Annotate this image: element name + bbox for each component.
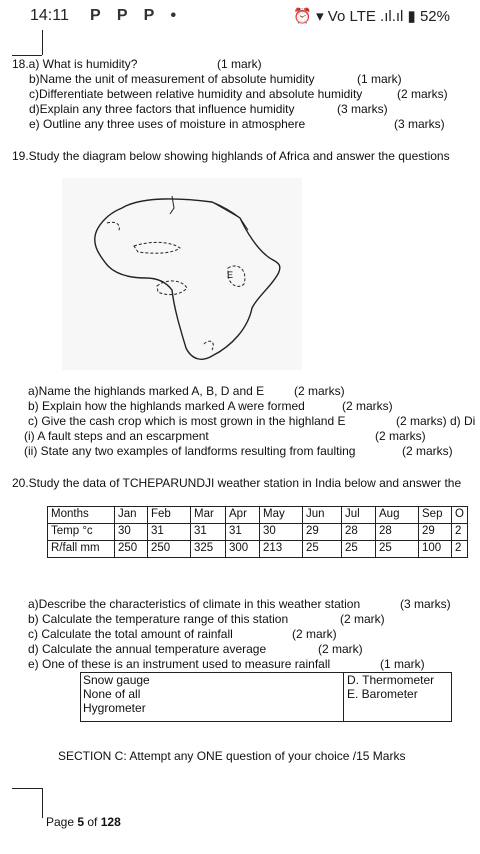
table-cell: 213 — [260, 541, 303, 558]
corner-line — [12, 788, 42, 789]
table-cell: 25 — [342, 541, 376, 558]
q18-c: c)Differentiate between relative humidity and absolute humidity (2 marks) — [29, 87, 448, 101]
q20-e: e) One of these is an instrument used to measure rainfall (1 mark) — [28, 657, 425, 671]
page-footer: Page 5 of 128 — [46, 815, 121, 829]
africa-highlands-map — [62, 178, 302, 370]
option-none-of-all: None of all — [83, 687, 141, 701]
table-cell: 31 — [148, 524, 191, 541]
instrument-options-box — [80, 672, 452, 722]
table-cell: Jul — [342, 507, 376, 524]
options-right — [347, 673, 434, 701]
q19-d-ii: (ii) State any two examples of landforms resulting from faulting (2 marks) — [24, 444, 453, 458]
options-left — [83, 673, 150, 715]
table-cell: Months — [48, 507, 115, 524]
table-cell: 25 — [376, 541, 419, 558]
option-barometer: E. Barometer — [347, 687, 418, 701]
table-cell: May — [260, 507, 303, 524]
document-page — [0, 30, 480, 854]
q19-b: b) Explain how the highlands marked A were formed (2 marks) — [28, 399, 393, 413]
table-cell: 2 — [452, 524, 468, 541]
table-cell: Aug — [376, 507, 419, 524]
table-cell: Jan — [115, 507, 148, 524]
table-row — [48, 507, 468, 524]
options-divider — [343, 673, 344, 721]
q20-c: c) Calculate the total amount of rainfall (2 mark) — [28, 627, 337, 641]
q19-d-i: (i) A fault steps and an escarpment (2 marks) — [24, 429, 426, 443]
table-cell: Temp °c — [48, 524, 115, 541]
table-cell: 325 — [191, 541, 226, 558]
table-cell: 30 — [115, 524, 148, 541]
option-thermometer: D. Thermometer — [347, 673, 435, 687]
table-row — [48, 541, 468, 558]
status-bar — [0, 0, 480, 30]
table-cell: Feb — [148, 507, 191, 524]
q20-d: d) Calculate the annual temperature average (2 mark) — [28, 642, 363, 656]
africa-outline-svg — [62, 178, 302, 370]
q18-d: d)Explain any three factors that influence humidity (3 marks) — [29, 102, 388, 116]
table-cell: 25 — [303, 541, 342, 558]
table-row — [48, 524, 468, 541]
status-time: 14:11 — [30, 7, 69, 24]
table-cell: 30 — [260, 524, 303, 541]
table-cell: 2 — [452, 541, 468, 558]
current-page-number: 5 — [77, 815, 85, 829]
section-c-heading: SECTION C: Attempt any ONE question of your choice /15 Marks — [58, 749, 406, 763]
status-indicators: ⏰ ▾ Vo LTE .ıl.ıl ▮ 52% — [293, 8, 450, 25]
table-cell: 250 — [148, 541, 191, 558]
table-cell: 250 — [115, 541, 148, 558]
q20-b: b) Calculate the temperature range of this station (2 mark) — [28, 612, 385, 626]
q18-a: 18.a) What is humidity? (1 mark) — [12, 57, 262, 71]
q18-e: e) Outline any three uses of moisture in atmosphere (3 marks) — [29, 117, 445, 131]
table-cell: O — [452, 507, 468, 524]
weather-data-table — [47, 506, 468, 558]
table-cell: 100 — [419, 541, 452, 558]
table-cell: 300 — [226, 541, 260, 558]
option-snow-gauge: Snow gauge — [83, 673, 150, 687]
table-cell: 28 — [376, 524, 419, 541]
q19-title: 19.Study the diagram below showing highlands of Africa and answer the questions — [12, 149, 450, 163]
page-corner-mark-bottom — [42, 788, 43, 818]
corner-line-top — [12, 55, 42, 56]
table-cell: Sep — [419, 507, 452, 524]
notification-icons: P P P • — [90, 7, 183, 24]
table-cell: R/fall mm — [48, 541, 115, 558]
option-hygrometer: Hygrometer — [83, 701, 146, 715]
table-cell: 29 — [303, 524, 342, 541]
table-cell: Mar — [191, 507, 226, 524]
q19-c: c) Give the cash crop which is most grown in the highland E (2 marks) d) Di — [28, 414, 476, 428]
map-label-e: E — [227, 270, 234, 280]
table-cell: Apr — [226, 507, 260, 524]
q20-title: 20.Study the data of TCHEPARUNDJI weather station in India below and answer the — [12, 476, 462, 490]
page-corner-mark — [42, 30, 43, 55]
table-cell: Jun — [303, 507, 342, 524]
table-cell: 29 — [419, 524, 452, 541]
total-page-count: 128 — [100, 815, 121, 829]
q19-a: a)Name the highlands marked A, B, D and E (2 marks) — [28, 384, 345, 398]
q20-a: a)Describe the characteristics of climate in this weather station (3 marks) — [28, 597, 451, 611]
table-cell: 28 — [342, 524, 376, 541]
q18-b: b)Name the unit of measurement of absolute humidity (1 mark) — [29, 72, 402, 86]
table-cell: 31 — [191, 524, 226, 541]
table-cell: 31 — [226, 524, 260, 541]
